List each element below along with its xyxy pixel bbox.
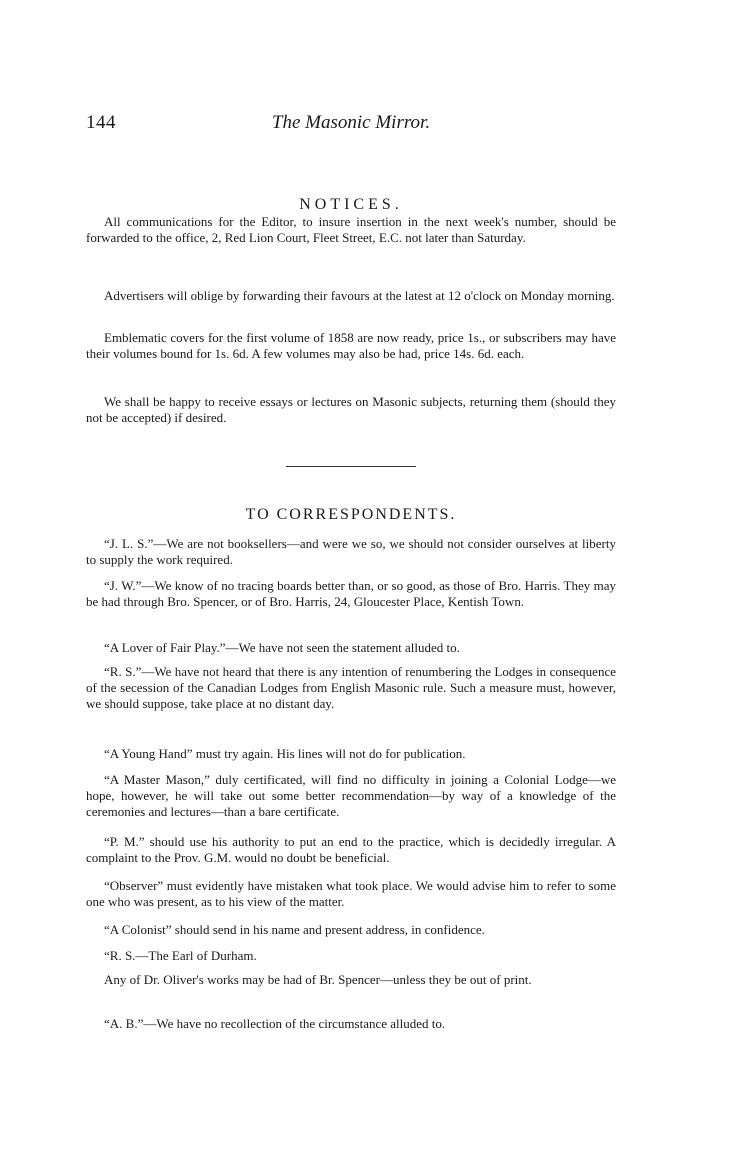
correspondents-heading: TO CORRESPONDENTS. bbox=[245, 506, 457, 523]
correspondent-note: “J. L. S.”—We are not booksellers—and were we so, we should not consider ourselves at liberty to supply the work required. bbox=[86, 536, 616, 567]
correspondent-note: “Observer” must evidently have mistaken what took place. We would advise him to refer to some one who was present, as to his view of the matter. bbox=[86, 878, 616, 909]
correspondent-note: “A Young Hand” must try again. His lines will not do for publication. bbox=[104, 746, 466, 761]
correspondent-note: “A Colonist” should send in his name and present address, in confidence. bbox=[104, 922, 485, 937]
correspondent-note: “R. S.”—We have not heard that there is any intention of renumbering the Lodges in consequence of the secession of the Canadian Lodges from English Masonic rule. Such a measure must, however, we should suppose, take place at no distant day. bbox=[86, 664, 616, 711]
notice-paragraph: We shall be happy to receive essays or lectures on Masonic subjects, returning them (should they not be accepted) if desired. bbox=[86, 394, 616, 425]
correspondent-note: “A Master Mason,” duly certificated, will find no difficulty in joining a Colonial Lodge—we hope, however, he will take out some better recommendation—by way of a knowledge of the ceremonies and lectures—than a bare certificate. bbox=[86, 772, 616, 819]
page-number: 144 bbox=[86, 112, 116, 133]
correspondent-note: “P. M.” should use his authority to put an end to the practice, which is decidedly irregular. A complaint to the Prov. G.M. would no doubt be beneficial. bbox=[86, 834, 616, 865]
running-title: The Masonic Mirror. bbox=[271, 112, 431, 133]
correspondent-note: “J. W.”—We know of no tracing boards better than, or so good, as those of Bro. Harris. They may be had through Bro. Spencer, or of Bro. Harris, 24, Gloucester Place, Kentish Town. bbox=[86, 578, 616, 609]
correspondent-note: “R. S.—The Earl of Durham. bbox=[104, 948, 257, 963]
correspondent-note: Any of Dr. Oliver's works may be had of Br. Spencer—unless they be out of print. bbox=[104, 972, 532, 987]
notice-paragraph: Advertisers will oblige by forwarding their favours at the latest at 12 o'clock on Monday morning. bbox=[104, 288, 615, 303]
section-divider bbox=[286, 466, 416, 467]
correspondent-note: “A Lover of Fair Play.”—We have not seen the statement alluded to. bbox=[104, 640, 460, 655]
notices-heading: NOTICES. bbox=[299, 196, 403, 213]
notice-paragraph: All communications for the Editor, to insure insertion in the next week's number, should be forwarded to the office, 2, Red Lion Court, Fleet Street, E.C. not later than Saturday. bbox=[86, 214, 616, 245]
running-head bbox=[86, 112, 616, 138]
notice-paragraph: Emblematic covers for the first volume of 1858 are now ready, price 1s., or subscribers may have their volumes bound for 1s. 6d. A few volumes may also be had, price 14s. 6d. each. bbox=[86, 330, 616, 361]
correspondent-note: “A. B.”—We have no recollection of the circumstance alluded to. bbox=[104, 1016, 446, 1031]
